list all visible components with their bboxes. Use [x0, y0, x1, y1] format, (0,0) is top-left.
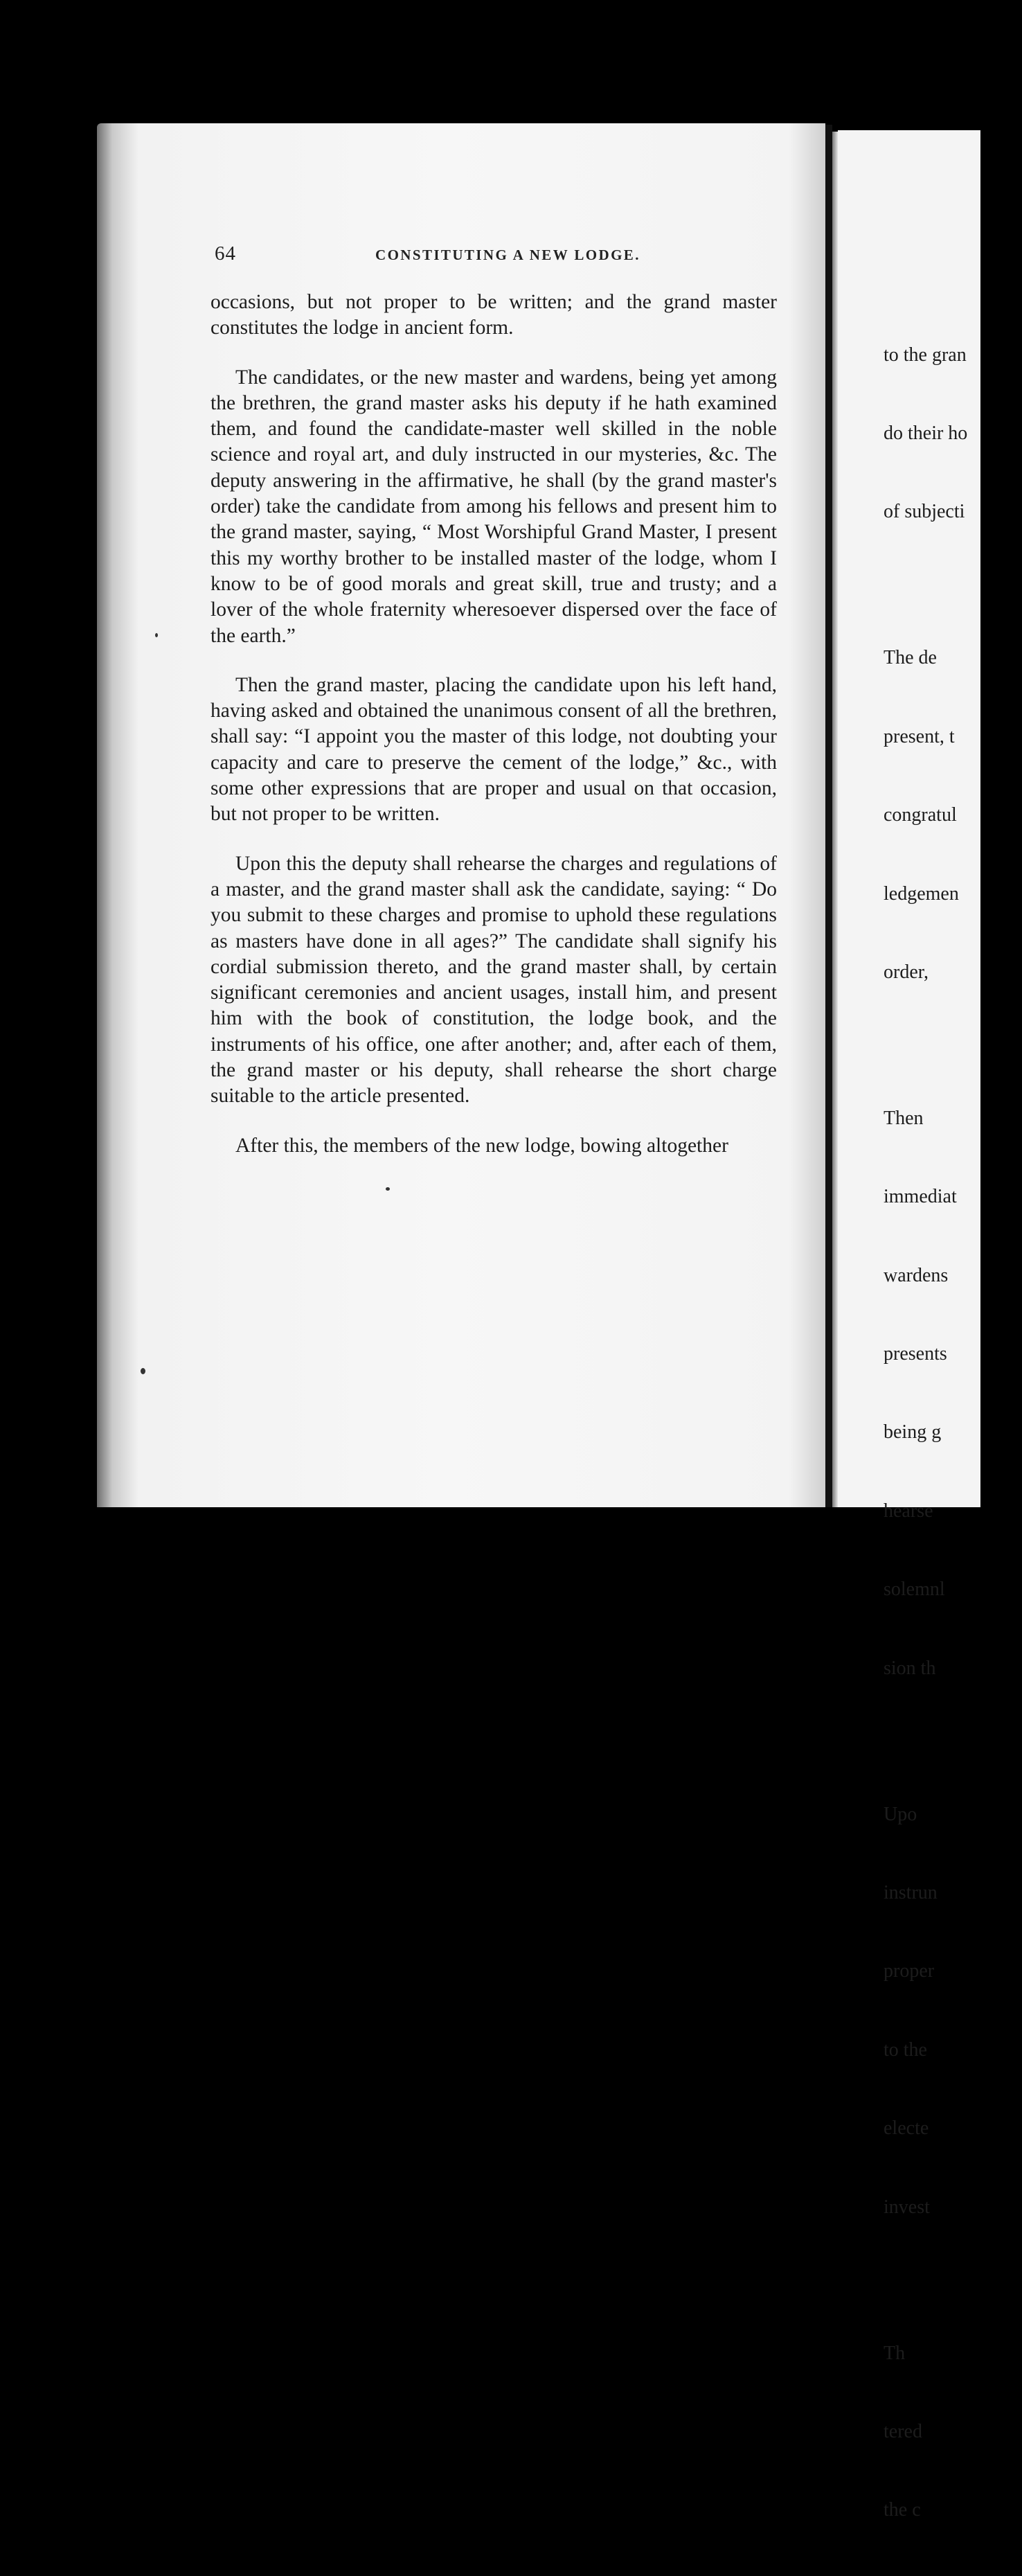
right-line: electe: [884, 2117, 929, 2140]
paragraph: Then the grand master, placing the candidate upon his left hand, having asked and obtained the unanimous consent of all the brethren, shall say: “I appoint you the master of this lodge, not doubting your capacity and care to preserve the cement of the lodge,” &c., with some other expressions that are proper and usual on that occasion, but not proper to be written.: [210, 673, 777, 826]
paragraph: Upon this the deputy shall rehearse the charges and regulations of a master, and the grand master shall ask the candidate, saying: “ Do you submit to these charges and promise to uphold these regulations as masters have done in all ages?” The candidate shall signify his cordial submission thereto, and the grand master shall, by certain significant ceremonies and ancient usages, install him, and present him with the book of constitution, the lodge book, and the instruments of his office, one after another; and, after each of them, the grand master or his deputy, shall rehearse the short charge suitable to the article presented.: [210, 852, 777, 1108]
right-line: instrun: [884, 1882, 938, 1904]
right-line: order,: [884, 961, 929, 983]
gutter-shadow: [832, 132, 838, 1507]
book-gutter: [825, 125, 832, 1507]
right-line: being g: [884, 1421, 942, 1444]
right-line: presents: [884, 1343, 947, 1365]
right-line: Upo: [884, 1803, 917, 1825]
right-line: ledgemen: [884, 882, 959, 905]
right-line: invest: [884, 2196, 930, 2218]
right-line: solemnl: [884, 1579, 945, 1601]
right-line: congratul: [884, 804, 957, 826]
right-line: immediat: [884, 1186, 957, 1208]
ink-speck: [386, 1187, 390, 1191]
right-page-text: [884, 290, 1022, 2576]
right-line: present, t: [884, 725, 955, 747]
right-line: to the: [884, 2038, 927, 2061]
paragraph: The candidates, or the new master and wardens, being yet among the brethren, the grand master asks his deputy if he hath examined them, and found the candidate-master well skilled in the noble science and royal art, and duly instructed in our mysteries, &c. The deputy answering in the affirmative, he shall (by the grand master's order) take the candidate from among his fellows and present him to the grand master, saying, “ Most Worshipful Grand Master, I present this my worthy brother to be installed master of the lodge, whom I know to be of good morals and great skill, true and trusty; and a lover of the whole fraternity wheresoever dispersed over the face of the earth.”: [210, 366, 777, 647]
right-line: the c: [884, 2499, 921, 2521]
right-line: hearse: [884, 1500, 933, 1522]
right-line: sion th: [884, 1657, 936, 1679]
right-line: to the gran: [884, 344, 967, 366]
page-header: [215, 242, 782, 270]
right-line: Then: [884, 1107, 924, 1129]
right-line: of subjecti: [884, 501, 965, 523]
running-head: CONSTITUTING A NEW LODGE.: [375, 247, 640, 263]
right-line: do their ho: [884, 422, 968, 444]
right-line: proper: [884, 1960, 935, 1982]
right-line: tered: [884, 2420, 922, 2442]
right-line: Th: [884, 2342, 906, 2364]
paragraph: After this, the members of the new lodge, bowing altogether: [235, 1134, 728, 1157]
ink-speck: [155, 633, 158, 637]
right-line: wardens: [884, 1264, 949, 1286]
page-number: 64: [215, 242, 236, 265]
left-page-text: [210, 290, 777, 1159]
right-line: The de: [884, 647, 937, 669]
paragraph: occasions, but not proper to be written; and the grand master constitutes the lodge in ancient form.: [210, 291, 777, 339]
ink-speck: [141, 1368, 145, 1374]
